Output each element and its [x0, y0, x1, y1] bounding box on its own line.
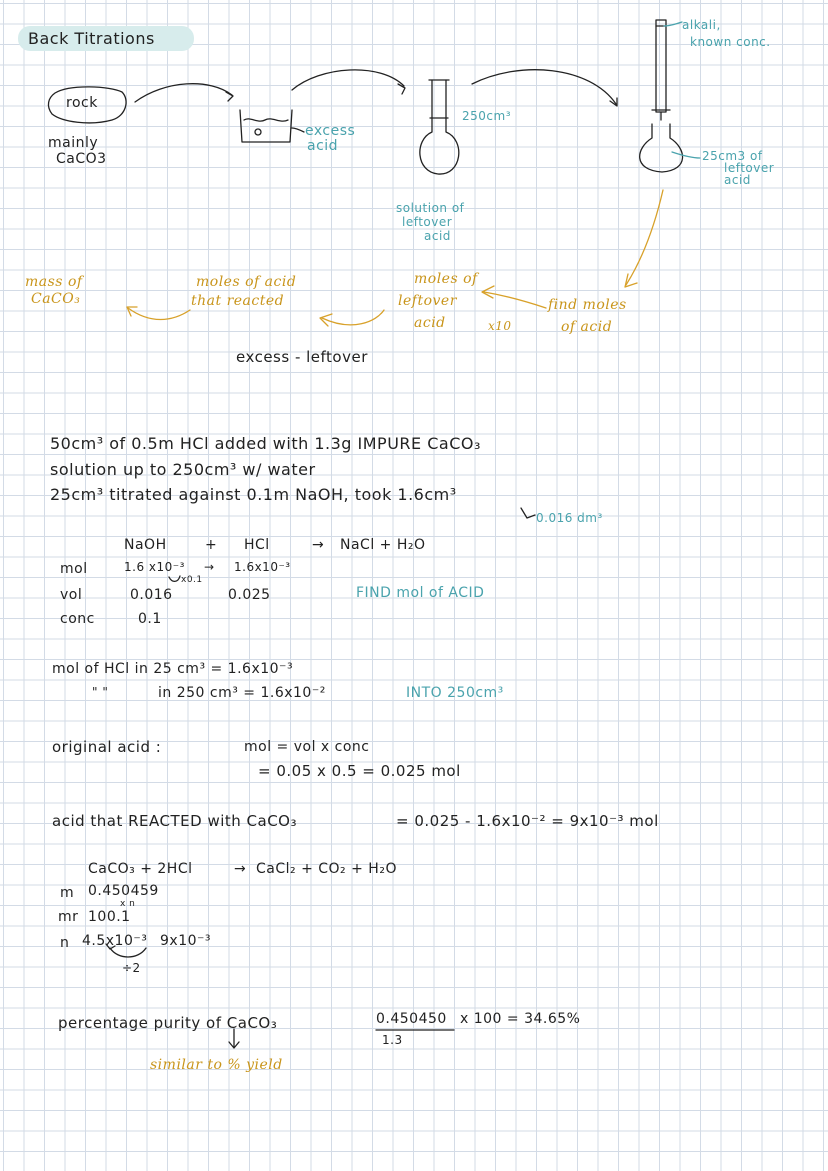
flow-moles-left-3: acid: [414, 315, 446, 331]
t1-naoh-conc: 0.1: [138, 611, 162, 627]
t1-times-note: x0.1: [181, 575, 203, 585]
purity-numerator: 0.450450: [376, 1011, 447, 1027]
alkali-label-1: alkali,: [682, 18, 721, 32]
flow-find-moles-1: find moles: [548, 297, 627, 313]
t1-find-note: FIND mol of ACID: [356, 585, 485, 601]
original-calc: = 0.05 x 0.5 = 0.025 mol: [258, 762, 461, 780]
flow-mass-2: CaCO₃: [31, 291, 81, 307]
t2-row-mr: mr: [58, 909, 79, 925]
leftover-label-3: acid: [724, 173, 751, 187]
solution-label-3: acid: [424, 229, 451, 243]
solution-label-1: solution of: [396, 201, 465, 215]
t2-row-n: n: [60, 935, 70, 951]
t1-plus: +: [205, 537, 218, 553]
rock-desc-2: CaCO3: [56, 151, 107, 167]
original-formula: mol = vol x conc: [244, 739, 370, 755]
flask-volume: 250cm³: [462, 109, 512, 123]
arrow-to-mass: [128, 308, 190, 320]
flow-times-ten: x10: [488, 319, 512, 333]
burette-icon: [656, 20, 666, 112]
t1-naoh-vol: 0.016: [130, 587, 173, 603]
t1-naoh-mol: 1.6 x10⁻³: [124, 560, 185, 574]
excess-acid-1: excess: [305, 123, 356, 139]
t1-products: NaCl + H₂O: [340, 537, 426, 553]
t2-products: CaCl₂ + CO₂ + H₂O: [256, 861, 397, 877]
t2-n-caco3: 4.5x10⁻³: [82, 933, 148, 949]
flow-moles-left-1: moles of: [414, 271, 478, 287]
alkali-label-2: known conc.: [690, 35, 771, 49]
t2-mass: 0.450459: [88, 883, 159, 899]
problem-conversion: 0.016 dm³: [536, 511, 603, 525]
hcl-moles-line-1: mol of HCl in 25 cm³ = 1.6x10⁻³: [52, 661, 294, 677]
t1-row-vol: vol: [60, 587, 83, 603]
t2-equation: CaCO₃ + 2HCl: [88, 861, 193, 877]
arrow-to-find-moles: [626, 190, 663, 285]
solution-label-2: leftover: [402, 215, 453, 229]
conical-flask-icon: [640, 124, 683, 172]
t2-n-hcl: 9x10⁻³: [160, 933, 212, 949]
problem-line-3: 25cm³ titrated against 0.1m NaOH, took 1.6cm³: [50, 485, 457, 504]
t2-divide: ÷2: [122, 961, 141, 975]
t1-naoh: NaOH: [124, 537, 167, 553]
t2-times-n: x n: [120, 899, 136, 909]
flow-mass-1: mass of: [25, 274, 83, 290]
t2-row-m: m: [60, 885, 75, 901]
hcl-moles-line-2: in 250 cm³ = 1.6x10⁻²: [158, 685, 326, 701]
leftover-label-1: 25cm3 of: [702, 149, 763, 163]
excess-acid-2: acid: [307, 138, 339, 154]
purity-result: x 100 = 34.65%: [460, 1011, 581, 1027]
arrow-to-moles-leftover: [484, 292, 546, 308]
hcl-into-note: INTO 250cm³: [406, 685, 504, 701]
t1-hcl: HCl: [244, 537, 270, 553]
purity-label: percentage purity of CaCO₃: [58, 1014, 278, 1032]
reacted-calc: = 0.025 - 1.6x10⁻² = 9x10⁻³ mol: [396, 812, 659, 830]
flow-find-moles-2: of acid: [561, 319, 613, 335]
page-title: Back Titrations: [28, 29, 155, 48]
t2-arrow: →: [234, 861, 247, 877]
t1-row-conc: conc: [60, 611, 95, 627]
t1-hcl-vol: 0.025: [228, 587, 271, 603]
t1-mol-arrow: →: [204, 560, 215, 574]
reacted-label: acid that REACTED with CaCO₃: [52, 812, 298, 830]
arrow-to-moles-reacted: [322, 310, 384, 325]
purity-note: similar to % yield: [150, 1057, 283, 1073]
flow-moles-reacted-2: that reacted: [191, 293, 285, 309]
original-label: original acid :: [52, 738, 162, 756]
rock-desc-1: mainly: [48, 135, 99, 151]
arrow-flask-to-burette: [472, 70, 616, 104]
flask-icon: [420, 80, 459, 174]
t2-mr: 100.1: [88, 909, 131, 925]
t1-arrow: →: [312, 537, 325, 553]
leftover-label-2: leftover: [724, 161, 775, 175]
beaker-icon: [240, 110, 292, 142]
t1-hcl-mol: 1.6x10⁻³: [234, 560, 291, 574]
problem-line-1: 50cm³ of 0.5m HCl added with 1.3g IMPURE CaCO₃: [50, 434, 481, 453]
hcl-moles-ditto: " ": [92, 685, 109, 699]
problem-line-2: solution up to 250cm³ w/ water: [50, 460, 316, 479]
purity-denominator: 1.3: [382, 1033, 403, 1047]
rock-label: rock: [66, 95, 98, 111]
arrow-rock-to-beaker: [135, 84, 232, 102]
arrow-beaker-to-flask: [292, 70, 404, 90]
flow-moles-left-2: leftover: [398, 293, 457, 309]
flow-excess-leftover: excess - leftover: [236, 348, 368, 366]
flow-moles-reacted-1: moles of acid: [196, 274, 297, 290]
t1-row-mol: mol: [60, 561, 88, 577]
